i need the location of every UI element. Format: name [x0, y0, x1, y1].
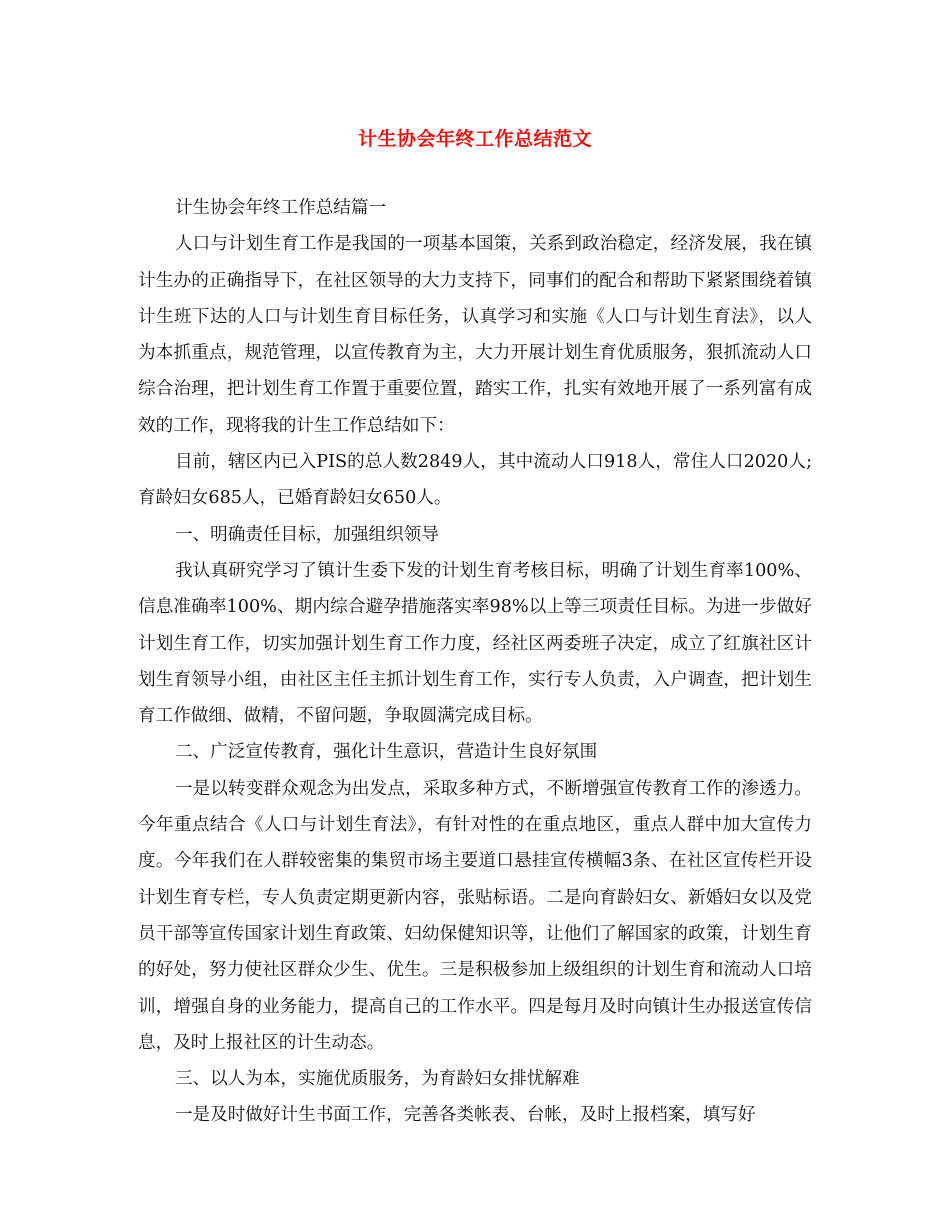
section-heading: 二、广泛宣传教育，强化计生意识，营造计生良好氛围: [174, 742, 598, 763]
body-paragraph: 一是以转变群众观念为出发点，采取多种方式，不断增强宣传教育工作的渗透力。今年重点结合《人口与计划生育法》，有针对性的在重点地区，重点人群中加大宣传力度。今年我们在人群较密集的集贸市场主要道口悬挂宣传横幅3条、在社区宣传栏开设计划生育专栏，专人负责定期更新内容，张贴标语。二是向育龄妇女、新婚妇女以及党员干部等宣传国家计划生育政策、妇幼保健知识等，让他们了解国家的政策，计划生育的好处，努力使社区群众少生、优生。三是积极参加上级组织的计划生育和流动人口培训，增强自身的业务能力，提高自己的工作水平。四是每月及时向镇计生办报送宣传信息，及时上报社区的计生动态。: [138, 778, 812, 1053]
section-heading: 三、以人为本，实施优质服务，为育龄妇女排忧解难: [174, 1069, 580, 1090]
body-paragraph: 人口与计划生育工作是我国的一项基本国策，关系到政治稳定，经济发展，我在镇计生办的正确指导下，在社区领导的大力支持下，同事们的配合和帮助下紧紧围绕着镇计生班下达的人口与计划生育目标任务，认真学习和实施《人口与计划生育法》，以人为本抓重点，规范管理，以宣传教育为主，大力开展计划生育优质服务，狠抓流动人口综合治理，把计划生育工作置于重要位置，踏实工作，扎实有效地开展了一系列富有成效的工作，现将我的计生工作总结如下：: [138, 234, 812, 436]
document-title: 计生协会年终工作总结范文: [357, 128, 592, 150]
body-paragraph: 目前，辖区内已入PIS的总人数2849人，其中流动人口918人，常住人口2020人;育龄妇女685人，已婚育龄妇女650人。: [138, 452, 812, 509]
section-heading: 一、明确责任目标，加强组织领导: [174, 524, 439, 545]
body-paragraph: 我认真研究学习了镇计生委下发的计划生育考核目标，明确了计划生育率100%、信息准确率100%、期内综合避孕措施落实率98%以上等三项责任目标。为进一步做好计划生育工作，切实加强计划生育工作力度，经社区两委班子决定，成立了红旗社区计划生育领导小组，由社区主任主抓计划生育工作，实行专人负责，入户调查，把计划生育工作做细、做精，不留问题，争取圆满完成目标。: [138, 560, 812, 727]
document-body: [138, 190, 812, 1134]
body-paragraph: 一是及时做好计生书面工作，完善各类帐表、台帐，及时上报档案，填写好: [174, 1105, 756, 1126]
section-heading: 计生协会年终工作总结篇一: [174, 198, 387, 218]
